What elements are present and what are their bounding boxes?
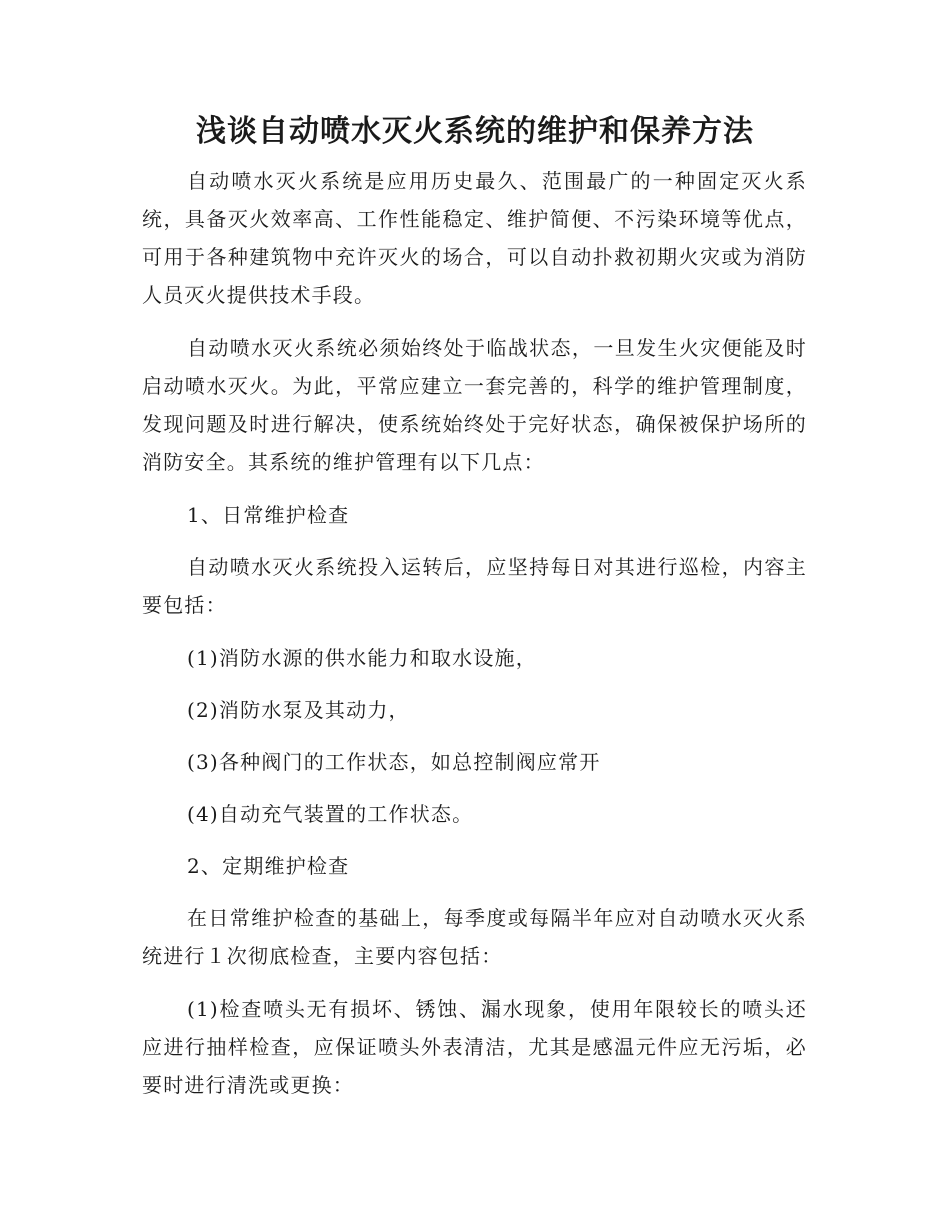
list-item-periodic-1: (1)检查喷头无有损坏、锈蚀、漏水现象，使用年限较长的喷头还应进行抽样检查，应保证喷头外表清洁，尤其是感温元件应无污垢，必要时进行清洗或更换： xyxy=(142,997,807,1097)
paragraph-readiness: 自动喷水灭火系统必须始终处于临战状态，一旦发生火灾便能及时启动喷水灭火。为此，平常应建立一套完善的，科学的维护管理制度，发现问题及时进行解决，使系统始终处于完好状态，确保被保护场所的消防安全。其系统的维护管理有以下几点： xyxy=(142,336,807,474)
paragraph-intro: 自动喷水灭火系统是应用历史最久、范围最广的一种固定灭火系统，具备灭火效率高、工作性能稳定、维护简便、不污染环境等优点，可用于各种建筑物中充许灭火的场合，可以自动扑救初期火灾或为消防人员灭火提供技术手段。 xyxy=(142,169,807,307)
section-heading-daily: 1、日常维护检查 xyxy=(187,503,350,527)
list-item-daily-3: (3)各种阀门的工作状态，如总控制阀应常开 xyxy=(187,750,601,774)
paragraph-periodic-intro: 在日常维护检查的基础上，每季度或每隔半年应对自动喷水灭火系统进行１次彻底检查，主要内容包括： xyxy=(142,906,807,968)
document-body xyxy=(142,162,807,1119)
section-heading-periodic: 2、定期维护检查 xyxy=(187,854,350,878)
list-item-daily-2: (2)消防水泵及其动力， xyxy=(187,698,410,722)
list-item-daily-1: (1)消防水源的供水能力和取水设施， xyxy=(187,646,537,670)
paragraph-daily-intro: 自动喷水灭火系统投入运转后，应坚持每日对其进行巡检，内容主要包括： xyxy=(142,555,807,617)
document-title: 浅谈自动喷水灭火系统的维护和保养方法 xyxy=(196,114,754,149)
list-item-daily-4: (4)自动充气装置的工作状态。 xyxy=(187,802,474,826)
